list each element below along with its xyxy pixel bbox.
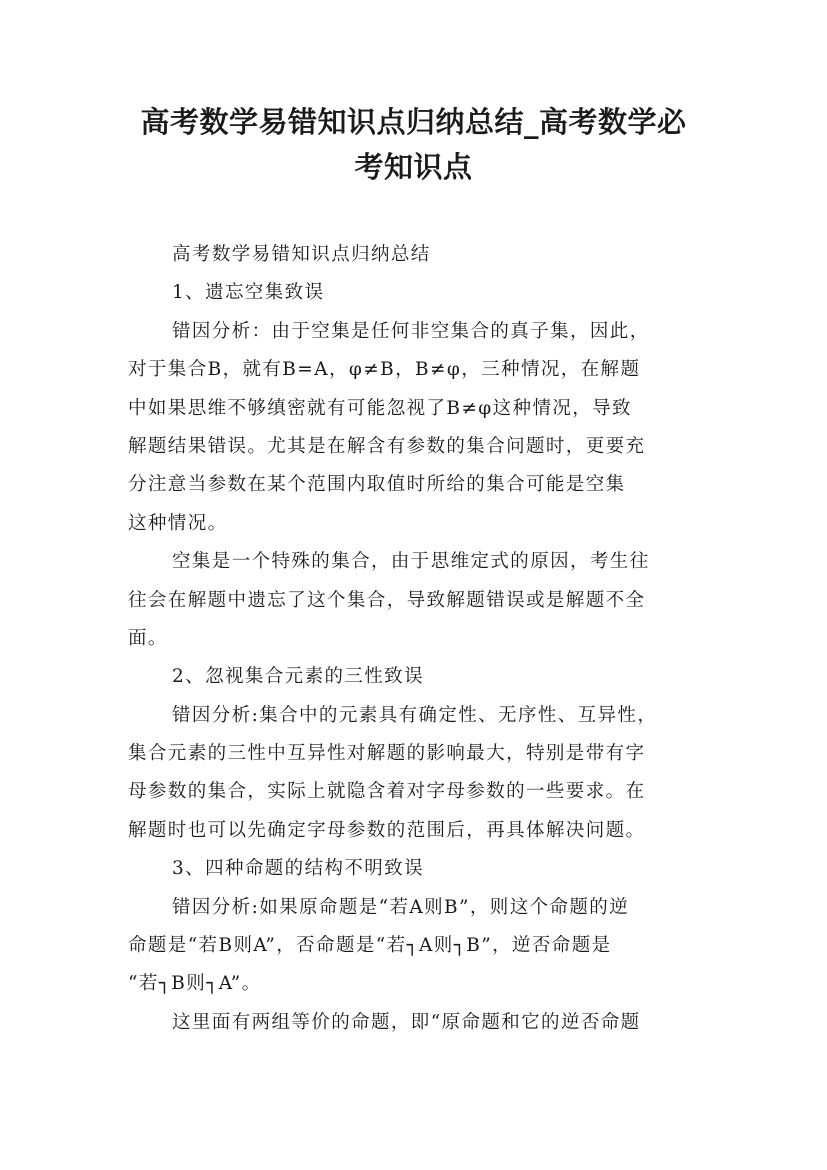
body-line: 往会在解题中遗忘了这个集合，导致解题错误或是解题不全 <box>128 589 646 611</box>
body-line: 3、四种命题的结构不明致误 <box>172 858 424 880</box>
title-line-2: 考知识点 <box>354 150 473 184</box>
body-line: “若┐B则┐A”。 <box>128 973 262 995</box>
body-line: 面。 <box>128 627 168 649</box>
document-title <box>100 100 727 190</box>
body-line: 集合元素的三性中互异性对解题的影响最大，特别是带有字 <box>128 743 646 765</box>
body-line: 这里面有两组等价的命题，即“原命题和它的逆否命题 <box>172 1011 641 1033</box>
body-line: 这种情况。 <box>128 512 228 534</box>
body-line: 解题时也可以先确定字母参数的范围后，再具体解决问题。 <box>128 819 646 841</box>
body-line: 空集是一个特殊的集合，由于思维定式的原因，考生往 <box>172 551 650 573</box>
body-line: 中如果思维不够缜密就有可能忽视了B≠φ这种情况，导致 <box>128 397 632 419</box>
body-line: 母参数的集合，实际上就隐含着对字母参数的一些要求。在 <box>128 781 646 803</box>
body-line: 高考数学易错知识点归纳总结 <box>172 244 431 265</box>
body-line: 分注意当参数在某个范围内取值时所给的集合可能是空集 <box>128 474 626 496</box>
body-line: 错因分析:如果原命题是“若A则B”，则这个命题的逆 <box>172 896 630 918</box>
body-line: 2、忽视集合元素的三性致误 <box>172 666 424 688</box>
body-line: 解题结果错误。尤其是在解含有参数的集合问题时，更要充 <box>128 435 646 457</box>
title-line-1: 高考数学易错知识点归纳总结_高考数学必 <box>140 105 687 139</box>
body-line: 1、遗忘空集致误 <box>172 282 325 304</box>
body-line: 错因分析:集合中的元素具有确定性、无序性、互异性， <box>172 704 658 726</box>
body-line: 错因分析：由于空集是任何非空集合的真子集，因此， <box>172 320 650 342</box>
body-line: 对于集合B，就有B=A，φ≠B，B≠φ，三种情况，在解题 <box>128 359 641 381</box>
document-body <box>128 236 704 1042</box>
body-line: 命题是“若B则A”，否命题是“若┐A则┐B”，逆否命题是 <box>128 935 612 957</box>
